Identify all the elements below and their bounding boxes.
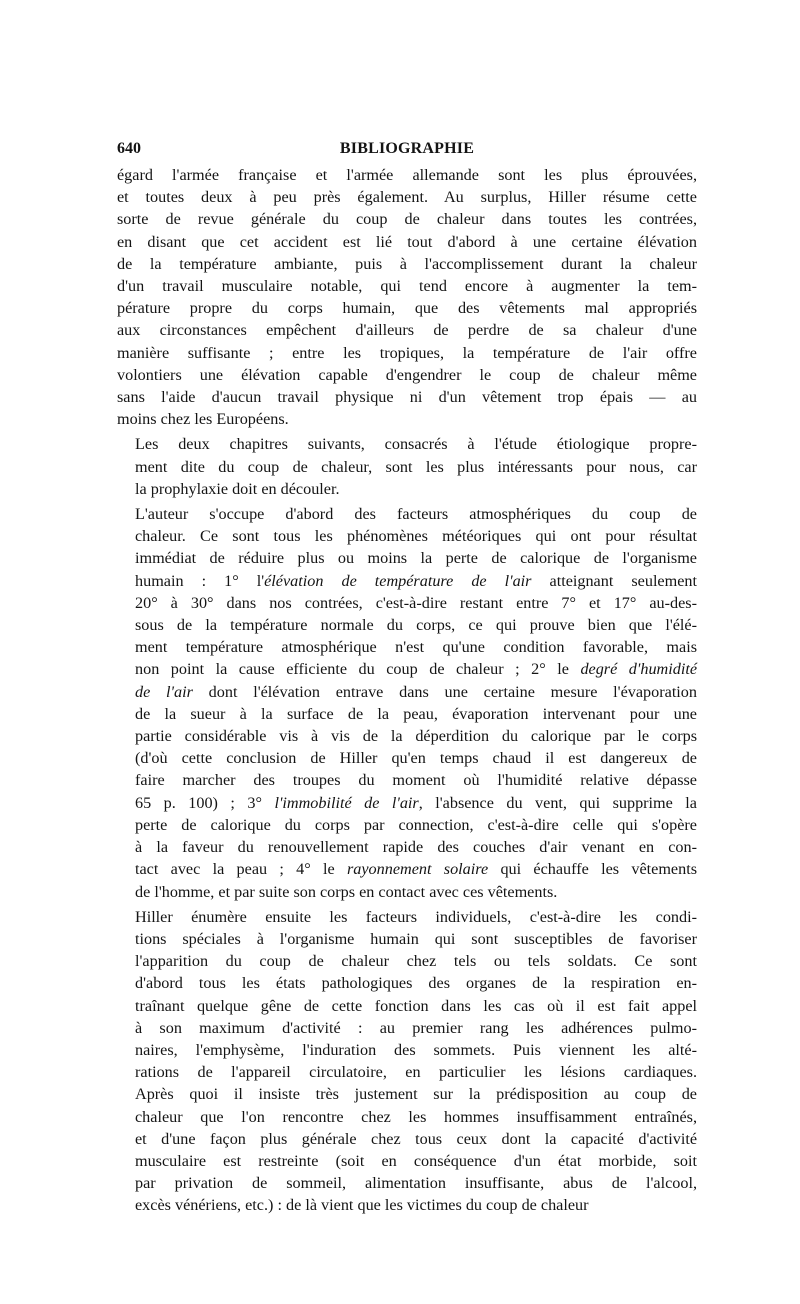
text-run: chaleur que l'on rencontre chez les hommes insuffisamment entraînés,: [135, 1107, 697, 1126]
text-run: pérature propre du corps humain, que des vêtements mal appropriés: [117, 299, 697, 318]
text-run: et d'une façon plus générale chez tous ceux dont la capacité d'activité: [135, 1129, 697, 1148]
paragraph: [117, 906, 697, 1217]
text-run: de la température ambiante, puis à l'accomplissement durant la chaleur: [117, 254, 697, 273]
text-run: de la sueur à la surface de la peau, évaporation intervenant pour une: [135, 704, 697, 723]
italic-term: élévation de température de l'air: [264, 571, 532, 590]
text-run: non point la cause efficiente du coup de chaleur ; 2° le: [135, 660, 581, 679]
italic-term: degré d'humidité: [580, 660, 698, 679]
text-run: égard l'armée française et l'armée allemande sont les plus éprouvées,: [117, 166, 697, 184]
text-run: , l'absence du vent, qui supprime la: [418, 793, 697, 812]
text-line: [117, 1061, 697, 1083]
text-line: [117, 525, 697, 547]
text-line: [117, 725, 697, 747]
text-run: tact avec la peau ; 4° le: [135, 860, 347, 879]
text-line: [117, 386, 697, 408]
text-run: atteignant seulement: [531, 571, 697, 590]
text-line: [117, 614, 697, 636]
text-run: manière suffisante ; entre les tropiques, la température de l'air offre: [117, 343, 697, 362]
text-line: [117, 747, 697, 769]
running-title: BIBLIOGRAPHIE: [339, 140, 475, 157]
text-line: [117, 792, 697, 814]
text-run: humain : 1° l': [135, 571, 265, 590]
italic-term: l'immobilité de l'air: [274, 793, 419, 812]
text-run: chaleur. Ce sont tous les phénomènes météoriques qui ont pour résultat: [135, 527, 697, 546]
text-line: [117, 164, 697, 186]
text-line: [117, 858, 697, 880]
text-line: [117, 319, 697, 341]
text-line: [117, 836, 697, 858]
text-line: [117, 906, 697, 928]
text-line: [117, 253, 697, 275]
text-line: [117, 972, 697, 994]
text-line: [117, 570, 697, 592]
text-run: (d'où cette conclusion de Hiller qu'en temps chaud il est dangereux de: [135, 749, 697, 768]
text-run: sans l'aide d'aucun travail physique ni d'un vêtement trop épais — au: [117, 388, 697, 407]
text-run: Les deux chapitres suivants, consacrés à l'étude étiologique propre-: [135, 435, 697, 454]
text-run: rations de l'appareil circulatoire, en particulier les lésions cardiaques.: [135, 1063, 697, 1082]
body-text: [117, 164, 697, 1217]
text-run: de l'homme, et par suite son corps en contact avec ces vêtements.: [135, 882, 558, 901]
text-run: la prophylaxie doit en découler.: [135, 479, 340, 498]
text-line: [117, 547, 697, 569]
text-run: tions spéciales à l'organisme humain qui sont susceptibles de favoriser: [135, 929, 697, 948]
text-run: ment dite du coup de chaleur, sont les plus intéressants pour nous, car: [135, 457, 697, 476]
text-line: [117, 478, 697, 500]
text-line: [117, 1106, 697, 1128]
text-line: [117, 1150, 697, 1172]
text-run: en disant que cet accident est lié tout d'abord à une certaine élévation: [117, 232, 697, 251]
text-line: [117, 995, 697, 1017]
text-line: [117, 408, 697, 430]
text-run: musculaire est restreinte (soit en conséquence d'un état morbide, soit: [135, 1151, 697, 1170]
text-run: 20° à 30° dans nos contrées, c'est-à-dire restant entre 7° et 17° au-des-: [135, 593, 697, 612]
text-line: [117, 592, 697, 614]
text-run: dont l'élévation entrave dans une certaine mesure l'évaporation: [192, 682, 697, 701]
text-line: [117, 636, 697, 658]
text-run: 65 p. 100) ; 3°: [135, 793, 275, 812]
text-line: [117, 1017, 697, 1039]
text-run: naires, l'emphysème, l'induration des sommets. Puis viennent les alté-: [135, 1040, 697, 1059]
italic-term: rayonnement solaire: [346, 860, 489, 879]
text-line: [117, 208, 697, 230]
text-line: [117, 881, 697, 903]
italic-term: de l'air: [135, 682, 193, 701]
text-run: immédiat de réduire plus ou moins la perte de calorique de l'organisme: [135, 549, 697, 568]
text-line: [117, 456, 697, 478]
text-run: ment température atmosphérique n'est qu'une condition favorable, mais: [135, 638, 697, 657]
text-run: aux circonstances empêchent d'ailleurs de perdre de sa chaleur d'une: [117, 321, 697, 340]
text-line: [117, 1039, 697, 1061]
text-line: [117, 1194, 697, 1216]
text-run: excès vénériens, etc.) : de là vient que les victimes du coup de chaleur: [135, 1196, 589, 1215]
text-line: [117, 364, 697, 386]
paragraph: [117, 433, 697, 500]
text-run: par privation de sommeil, alimentation insuffisante, abus de l'alcool,: [135, 1174, 697, 1193]
text-line: [117, 681, 697, 703]
text-line: [117, 342, 697, 364]
paragraph: [117, 503, 697, 903]
text-run: sorte de revue générale du coup de chaleur dans toutes les contrées,: [117, 210, 697, 229]
running-head: [117, 138, 697, 164]
text-run: faire marcher des troupes du moment où l'humidité relative dépasse: [135, 771, 697, 790]
paragraph: [117, 164, 697, 430]
book-page: [117, 138, 697, 1217]
text-run: sous de la température normale du corps, ce qui prouve bien que l'élé-: [135, 616, 697, 635]
text-run: Hiller énumère ensuite les facteurs individuels, c'est-à-dire les condi-: [135, 907, 697, 926]
text-line: [117, 703, 697, 725]
text-run: à la faveur du renouvellement rapide des couches d'air venant en con-: [135, 838, 697, 857]
text-run: perte de calorique du corps par connection, c'est-à-dire celle qui s'opère: [135, 815, 697, 834]
text-line: [117, 950, 697, 972]
text-run: traînant quelque gêne de cette fonction dans les cas où il est fait appel: [135, 996, 697, 1015]
text-line: [117, 769, 697, 791]
text-line: [117, 297, 697, 319]
text-line: [117, 231, 697, 253]
text-run: et toutes deux à peu près également. Au surplus, Hiller résume cette: [117, 188, 697, 207]
text-line: [117, 814, 697, 836]
text-line: [117, 1172, 697, 1194]
text-run: partie considérable vis à vis de la déperdition du calorique par le corps: [135, 727, 697, 746]
text-line: [117, 186, 697, 208]
text-line: [117, 275, 697, 297]
text-run: L'auteur s'occupe d'abord des facteurs atmosphériques du coup de: [135, 505, 697, 524]
text-run: volontiers une élévation capable d'engendrer le coup de chaleur même: [117, 365, 697, 384]
page-number: 640: [117, 140, 141, 157]
text-line: [117, 658, 697, 680]
text-run: Après quoi il insiste très justement sur la prédisposition au coup de: [135, 1085, 697, 1104]
text-run: à son maximum d'activité : au premier rang les adhérences pulmo-: [135, 1018, 697, 1037]
text-run: d'abord tous les états pathologiques des organes de la respiration en-: [135, 974, 697, 993]
text-line: [117, 1128, 697, 1150]
text-line: [117, 1083, 697, 1105]
text-run: qui échauffe les vêtements: [488, 860, 697, 879]
text-run: l'apparition du coup de chaleur chez tels ou tels soldats. Ce sont: [135, 952, 697, 971]
text-line: [117, 928, 697, 950]
text-line: [117, 433, 697, 455]
text-run: moins chez les Européens.: [117, 410, 289, 429]
text-run: d'un travail musculaire notable, qui tend encore à augmenter la tem-: [117, 277, 697, 296]
text-line: [117, 503, 697, 525]
